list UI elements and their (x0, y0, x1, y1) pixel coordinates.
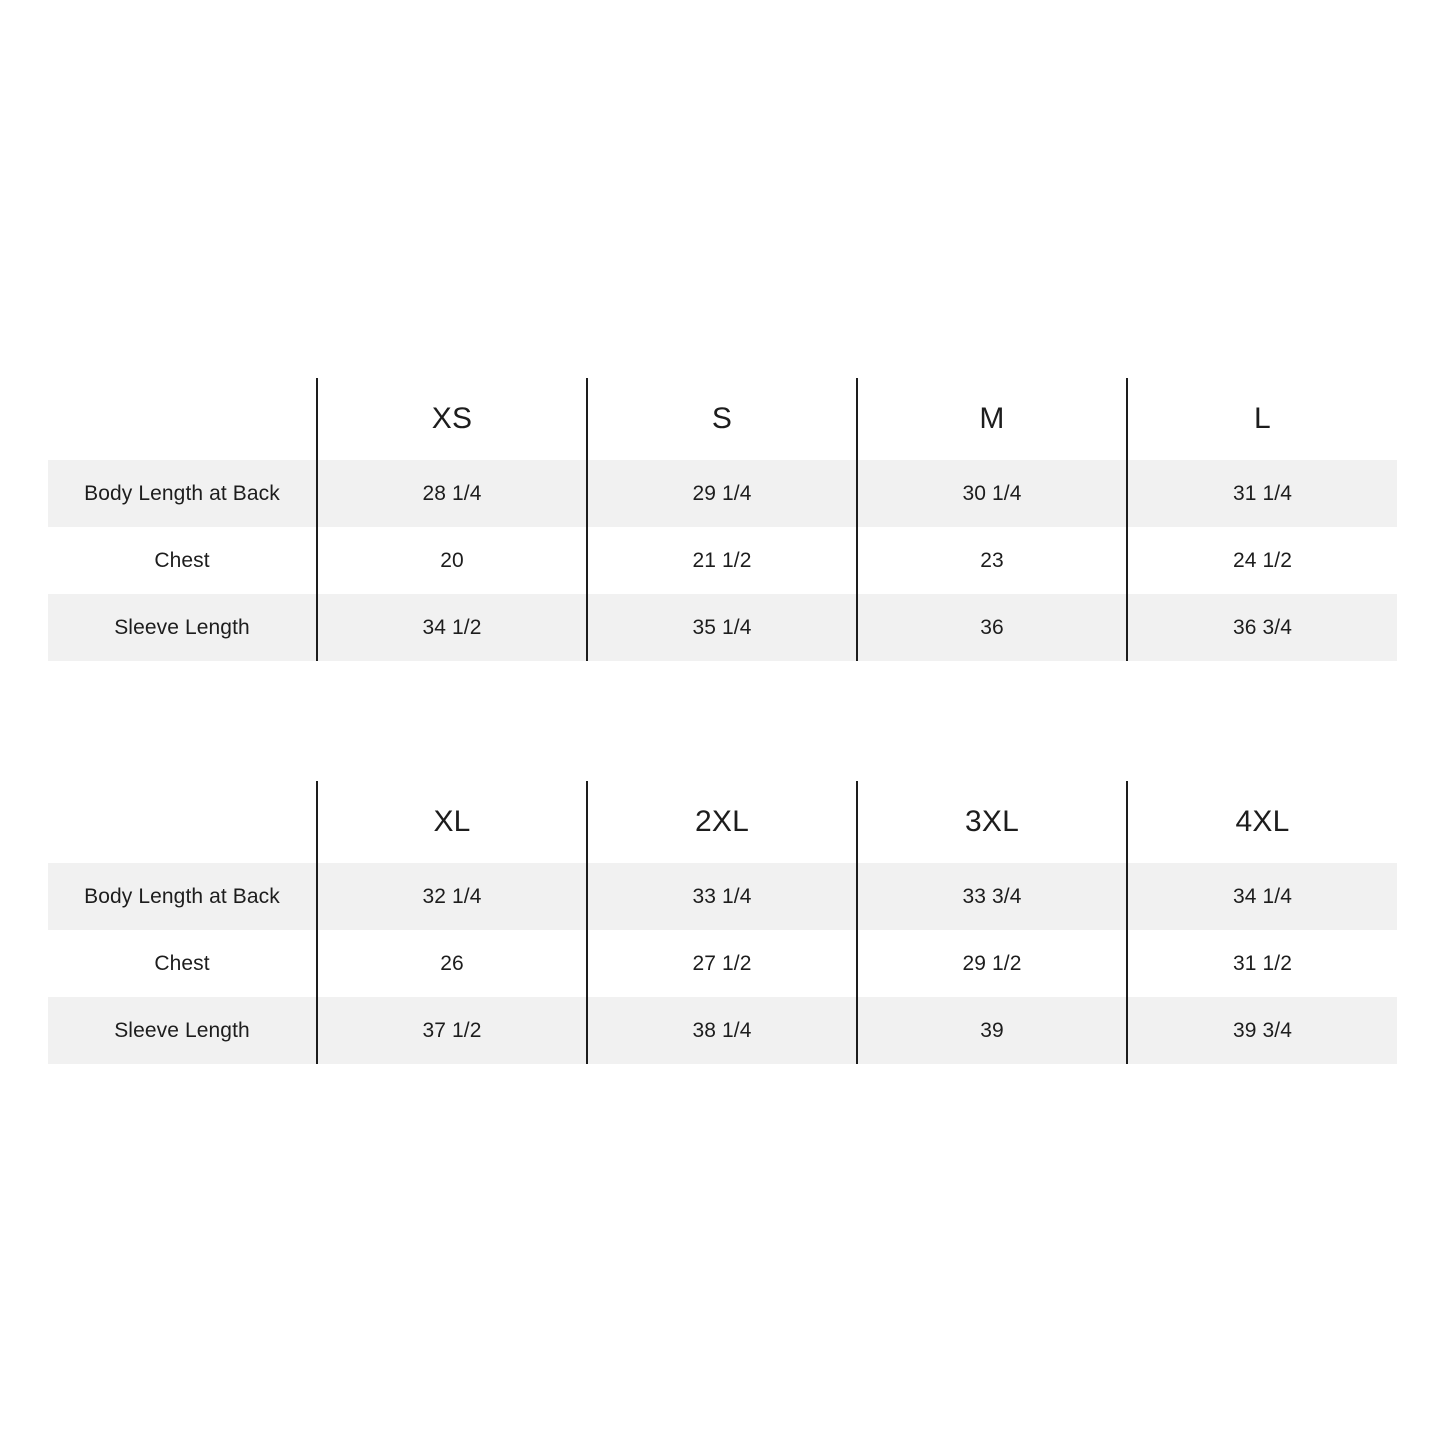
table-header-row (48, 378, 1397, 460)
table-row (48, 863, 1397, 930)
row-label-sleeve-length: Sleeve Length (48, 594, 317, 661)
size-table-xs-to-l (48, 378, 1397, 661)
cell-body-length-xl: 32 1/4 (317, 863, 587, 930)
size-table-body (48, 460, 1397, 661)
size-table-header (48, 781, 1397, 863)
row-label-body-length: Body Length at Back (48, 863, 317, 930)
size-table-xl-to-4xl (48, 781, 1397, 1064)
row-label-sleeve-length: Sleeve Length (48, 997, 317, 1064)
cell-chest-2xl: 27 1/2 (587, 930, 857, 997)
cell-chest-l: 24 1/2 (1233, 548, 1292, 572)
cell-chest-4xl: 31 1/2 (1233, 951, 1292, 975)
cell-chest-s: 21 1/2 (587, 527, 857, 594)
size-header-3xl: 3XL (857, 781, 1127, 863)
size-header-l: L (1254, 402, 1271, 435)
size-header-xl: XL (317, 781, 587, 863)
measurement-column-header (48, 378, 317, 460)
table-row (48, 594, 1397, 661)
cell-body-length-3xl: 33 3/4 (857, 863, 1127, 930)
cell-sleeve-length-3xl: 39 (857, 997, 1127, 1064)
row-label-body-length: Body Length at Back (48, 460, 317, 527)
cell-body-length-l: 31 1/4 (1127, 460, 1397, 527)
cell-chest-xl: 26 (317, 930, 587, 997)
table-row (48, 460, 1397, 527)
size-header-2xl: 2XL (587, 781, 857, 863)
size-table-header (48, 378, 1397, 460)
table-row (48, 997, 1397, 1064)
cell-sleeve-length-4xl: 39 3/4 (1127, 997, 1397, 1064)
cell-sleeve-length-xs: 34 1/2 (317, 594, 587, 661)
cell-sleeve-length-s: 35 1/4 (587, 594, 857, 661)
table-row (48, 527, 1397, 594)
row-label-chest: Chest (48, 930, 317, 997)
row-label-chest: Chest (48, 527, 317, 594)
cell-chest-m: 23 (857, 527, 1127, 594)
cell-sleeve-length-l: 36 3/4 (1127, 594, 1397, 661)
table-header-row (48, 781, 1397, 863)
size-header-m: M (857, 378, 1127, 460)
measurement-column-header (48, 781, 317, 863)
cell-body-length-xs: 28 1/4 (317, 460, 587, 527)
size-header-s: S (587, 378, 857, 460)
cell-body-length-2xl: 33 1/4 (587, 863, 857, 930)
table-row (48, 930, 1397, 997)
cell-sleeve-length-xl: 37 1/2 (317, 997, 587, 1064)
cell-chest-3xl: 29 1/2 (857, 930, 1127, 997)
size-header-4xl: 4XL (1235, 805, 1290, 838)
cell-sleeve-length-2xl: 38 1/4 (587, 997, 857, 1064)
cell-body-length-4xl: 34 1/4 (1127, 863, 1397, 930)
cell-chest-xs: 20 (317, 527, 587, 594)
size-table-body (48, 863, 1397, 1064)
cell-sleeve-length-m: 36 (857, 594, 1127, 661)
size-header-xs: XS (317, 378, 587, 460)
cell-body-length-m: 30 1/4 (857, 460, 1127, 527)
cell-body-length-s: 29 1/4 (587, 460, 857, 527)
